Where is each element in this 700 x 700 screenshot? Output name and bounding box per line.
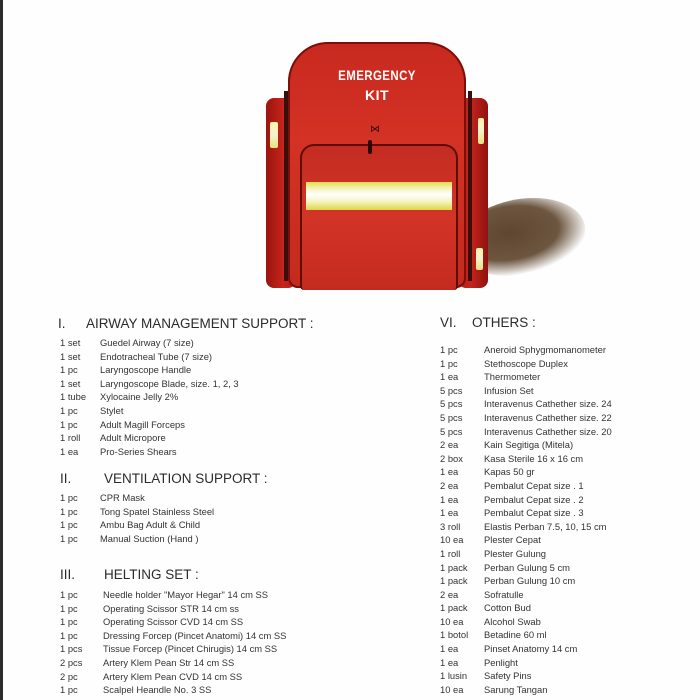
item-name: Operating Scissor CVD 14 cm SS [103,616,244,628]
item-qty: 1 pc [440,357,458,369]
list-item [440,574,680,588]
list-item [60,377,360,391]
item-qty: 1 lusin [440,670,468,682]
section-heading-helting [60,567,199,582]
item-qty: 10 ea [440,615,464,627]
item-qty: 2 ea [440,479,459,491]
list-item [60,602,380,616]
item-name: Kasa Sterile 16 x 16 cm [484,452,584,464]
item-name: Laryngoscope Blade, size. 1, 2, 3 [100,377,239,389]
list-item [60,615,380,629]
list-item [440,479,680,493]
item-name: Plester Gulung [484,547,547,559]
item-qty: 1 pc [440,344,458,355]
zipper-pull-icon [368,140,372,154]
item-qty: 5 pcs [440,384,463,396]
item-name: Alcohol Swab [484,615,541,627]
section-title: AIRWAY MANAGEMENT SUPPORT : [86,316,314,331]
item-qty: 1 set [60,337,81,348]
list-item [440,669,680,683]
item-qty: 1 pc [60,505,78,517]
item-name: Scalpel Heandle No. 3 SS [103,684,212,696]
item-qty: 5 pcs [440,411,463,423]
item-name: Artery Klem Pean Str 14 cm SS [103,656,235,668]
item-qty: 2 ea [440,588,459,600]
airway-item-list [60,336,360,458]
section-number: III. [60,567,76,582]
item-name: Stethoscope Duplex [484,357,568,369]
list-item [440,384,680,398]
item-qty: 1 pcs [60,643,83,655]
list-item [60,656,380,670]
item-qty: 1 set [60,377,81,389]
list-item [440,520,680,534]
list-item [60,445,360,459]
item-qty: 2 ea [440,439,459,451]
others-item-list [440,343,680,696]
item-qty: 1 ea [440,466,459,478]
section-heading-ventilation [60,471,268,486]
item-qty: 1 pc [60,602,78,614]
item-qty: 2 box [440,452,463,464]
list-item [440,493,680,507]
item-qty: 1 ea [440,507,459,519]
list-item [60,670,380,684]
item-name: Dressing Forcep (Pincet Anatomi) 14 cm SS [103,629,287,641]
item-qty: 5 pcs [440,425,463,437]
list-item [440,425,680,439]
list-item [440,438,680,452]
item-qty: 1 pc [60,364,78,376]
list-item [440,343,680,357]
item-qty: 1 pc [60,629,78,641]
item-name: CPR Mask [100,492,145,503]
list-item [440,588,680,602]
list-item [60,532,360,546]
item-qty: 1 roll [440,547,461,559]
list-item [60,491,360,505]
reflective-stripe [306,182,452,210]
bag-strap-right [468,91,472,281]
item-name: Artery Klem Pean CVD 14 cm SS [103,670,243,682]
item-name: Aneroid Sphygmomanometer [484,344,606,355]
item-name: Cotton Bud [484,602,531,614]
emergency-kit-bag-image [262,36,582,296]
list-item [60,518,360,532]
item-name: Interavenus Cathether size. 20 [484,425,612,437]
list-item [60,642,380,656]
item-name: Manual Suction (Hand ) [100,532,199,544]
list-item [440,533,680,547]
item-qty: 1 roll [60,432,81,444]
list-item [60,629,380,643]
item-qty: 1 pc [60,616,78,628]
item-qty: 10 ea [440,534,464,546]
list-item [440,656,680,670]
item-qty: 5 pcs [440,398,463,410]
item-qty: 1 pc [60,589,78,600]
item-name: Kapas 50 gr [484,466,535,478]
item-name: Kain Segitiga (Mitela) [484,439,574,451]
item-qty: 1 ea [440,371,459,383]
item-qty: 1 pack [440,575,468,587]
item-name: Endotracheal Tube (7 size) [100,350,213,362]
reflective-patch [478,118,484,144]
item-qty: 1 pc [60,404,78,416]
item-name: Needle holder "Mayor Hegar" 14 cm SS [103,589,269,600]
list-item [60,418,360,432]
list-item [440,506,680,520]
list-item [440,601,680,615]
list-item [440,547,680,561]
item-name: Ambu Bag Adult & Child [100,519,201,531]
list-item [440,370,680,384]
list-item [440,465,680,479]
list-item [440,683,680,697]
item-name: Interavenus Cathether size. 22 [484,411,612,423]
list-item [440,411,680,425]
section-number: II. [60,471,72,486]
item-name: Pro-Series Shears [100,445,177,457]
item-qty: 1 pack [440,602,468,614]
bag-label-kit: KIT [364,87,390,103]
item-name: Plester Cepat [484,534,541,546]
item-name: Thermometer [484,371,541,383]
bag-front-pocket [300,144,458,290]
list-item [440,561,680,575]
item-name: Adult Magill Forceps [100,418,185,430]
item-name: Interavenus Cathether size. 24 [484,398,612,410]
reflective-patch [476,248,483,270]
list-item [60,404,360,418]
item-qty: 1 set [60,350,81,362]
list-item [60,431,360,445]
list-item [440,628,680,642]
list-item [60,505,360,519]
item-name: Penlight [484,656,518,668]
item-name: Xylocaine Jelly 2% [100,391,179,403]
item-name: Tong Spatel Stainless Steel [100,505,215,517]
item-name: Sarung Tangan [484,683,548,695]
item-name: Sofratulle [484,588,524,600]
section-number: I. [58,316,66,331]
list-item [60,336,360,350]
item-name: Pembalut Cepat size . 2 [484,493,584,505]
section-heading-airway [58,316,314,331]
left-border-rule [0,0,3,700]
item-name: Operating Scissor STR 14 cm ss [103,602,239,614]
item-qty: 1 pc [60,684,78,696]
item-name: Elastis Perban 7.5, 10, 15 cm [484,520,607,532]
section-title: HELTING SET : [104,567,199,582]
item-qty: 2 pc [60,670,78,682]
list-item [440,397,680,411]
item-name: Tissue Forcep (Pincet Chirugis) 14 cm SS [103,643,278,655]
item-qty: 1 pc [60,418,78,430]
list-item [440,615,680,629]
item-name: Pembalut Cepat size . 3 [484,507,584,519]
list-item [60,390,360,404]
item-qty: 1 tube [60,391,87,403]
item-qty: 1 pc [60,519,78,531]
item-name: Safety Pins [484,670,532,682]
list-item [440,357,680,371]
item-name: Pinset Anatomy 14 cm [484,643,578,655]
section-title: OTHERS : [472,315,536,330]
item-name: Perban Gulung 5 cm [484,561,570,573]
ventilation-item-list [60,491,360,545]
item-qty: 1 ea [440,643,459,655]
item-qty: 2 pcs [60,656,83,668]
reflective-patch [270,122,278,148]
list-item [60,350,360,364]
section-heading-others [440,315,536,330]
list-item [440,452,680,466]
item-name: Laryngoscope Handle [100,364,192,376]
item-qty: 1 pc [60,492,78,503]
item-name: Infusion Set [484,384,534,396]
section-title: VENTILATION SUPPORT : [104,471,268,486]
item-name: Stylet [100,404,124,416]
item-qty: 1 botol [440,629,469,641]
item-qty: 3 roll [440,520,461,532]
item-qty: 1 ea [440,493,459,505]
item-name: Pembalut Cepat size . 1 [484,479,584,491]
item-qty: 1 ea [440,656,459,668]
item-name: Betadine 60 ml [484,629,547,641]
helting-item-list [60,588,380,697]
list-item [440,642,680,656]
item-qty: 1 pc [60,532,78,544]
section-number: VI. [440,315,457,330]
list-item [60,363,360,377]
item-qty: 1 pack [440,561,468,573]
zipper-pull-icon: ⋈ [370,124,380,135]
item-name: Guedel Airway (7 size) [100,337,194,348]
list-item [60,588,380,602]
list-item [60,683,380,697]
item-name: Adult Micropore [100,432,166,444]
item-qty: 10 ea [440,683,464,695]
bag-label-emergency: EMERGENCY [338,67,416,83]
item-name: Perban Gulung 10 cm [484,575,576,587]
item-qty: 1 ea [60,445,79,457]
